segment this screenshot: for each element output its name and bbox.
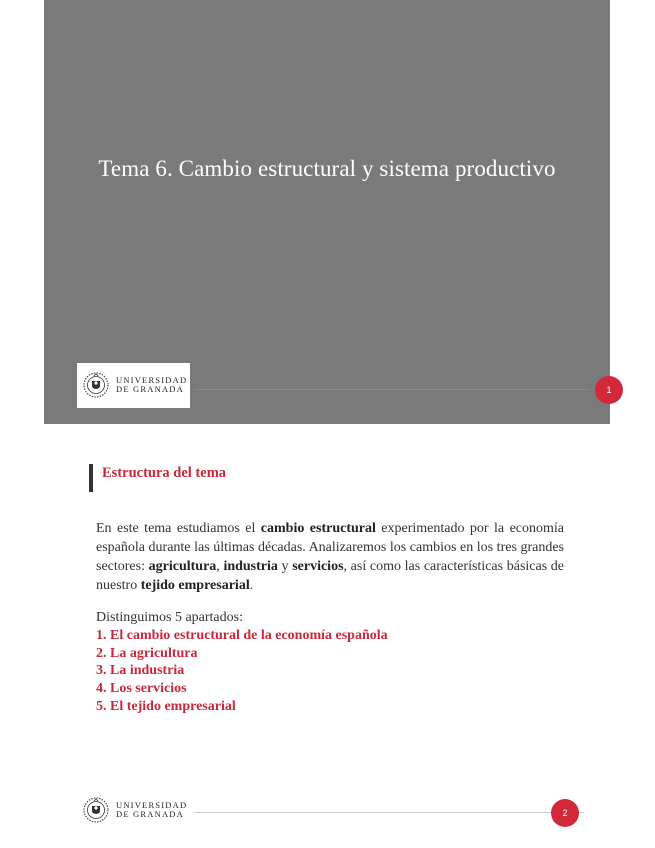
sections-list [96,627,388,716]
university-logo-box [77,363,190,408]
logo-line-1: UNIVERSIDAD [116,800,188,810]
sections-intro: Distinguimos 5 apartados: [96,610,243,625]
footer-divider [194,812,584,813]
content-slide [44,424,610,848]
logo-text [116,801,187,819]
list-item: 2. La agricultura [96,645,198,661]
list-item: 5. El tejido empresarial [96,698,236,714]
university-crest-icon [81,795,111,825]
logo-text [116,376,187,394]
list-item: 3. La industria [96,663,185,679]
intro-paragraph: En este tema estudiamos el cambio estructural experimentado por la economía española durante las últimas décadas. Analizaremos los cambios en los tres grandes sectores: agricultura, industria y servicios, así como las características básicas de nuestro tejido empresarial. [96,521,565,593]
title-slide [44,0,610,424]
list-item: 1. El cambio estructural de la economía española [96,628,388,643]
logo-line-2: DE GRANADA [116,809,184,819]
list-item: 4. Los servicios [96,681,187,697]
slide-title: Tema 6. Cambio estructural y sistema productivo [98,156,556,181]
university-logo [81,795,187,825]
logo-line-2: DE GRANADA [116,384,184,394]
section-heading: Estructura del tema [102,465,227,481]
page-number-badge: 1 [595,376,623,404]
heading-accent-bar [89,464,93,492]
university-logo [81,370,187,400]
footer-divider [194,389,590,390]
logo-line-1: UNIVERSIDAD [116,375,188,385]
page-number-badge: 2 [551,799,579,827]
university-crest-icon [81,370,111,400]
